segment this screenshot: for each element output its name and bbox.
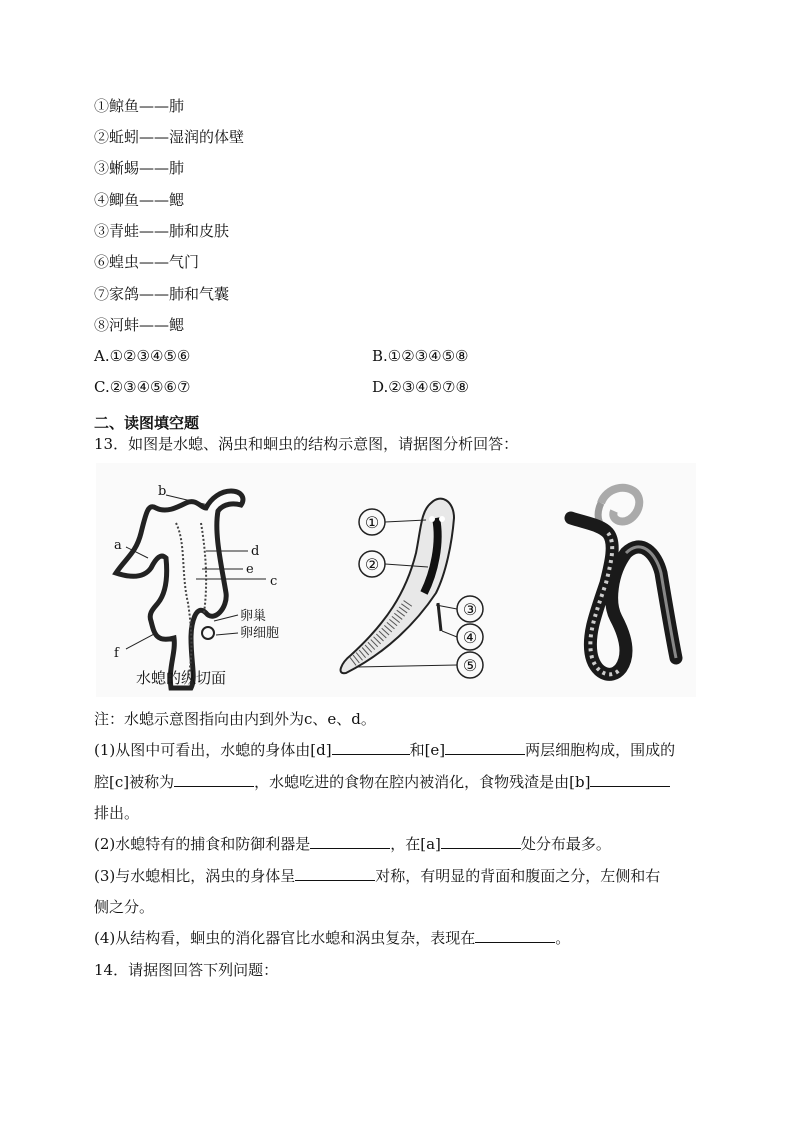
answer-blank-weapon[interactable] [310, 834, 390, 849]
answer-blank-symmetry[interactable] [295, 866, 375, 881]
q13-part3-text-c: 侧之分。 [94, 898, 155, 916]
planaria-label-1: ① [364, 513, 380, 532]
choice-b[interactable]: B.①②③④⑤⑧ [372, 347, 469, 365]
structure-figure [96, 463, 696, 697]
option-item-6: ⑥蝗虫——气门 [94, 253, 200, 271]
option-item-7: ⑦家鸽——肺和气囊 [94, 285, 230, 303]
option-item-3: ③蜥蜴——肺 [94, 159, 185, 177]
planaria-illustration [341, 499, 483, 678]
hydra-label-ovary: 卵巢 [240, 609, 267, 624]
answer-blank-b[interactable] [590, 772, 670, 787]
hydra-illustration [114, 484, 279, 688]
hydra-label-d: d [251, 544, 260, 559]
choice-a[interactable]: A.①②③④⑤⑥ [94, 347, 191, 365]
answer-blank-digestive[interactable] [475, 928, 555, 943]
hydra-label-b: b [158, 484, 167, 499]
option-item-4: ④鲫鱼——鳃 [94, 191, 185, 209]
hydra-label-egg: 卵细胞 [240, 626, 280, 641]
q13-part2 [94, 834, 611, 854]
q14-stem: 14．请据图回答下列问题： [94, 961, 279, 979]
hydra-label-a: a [114, 538, 122, 553]
answer-blank-e[interactable] [445, 740, 525, 755]
hydra-caption: 水螅的纵切面 [136, 669, 227, 687]
q13-stem: 13．如图是水螅、涡虫和蛔虫的结构示意图，请据图分析回答： [94, 435, 519, 453]
q13-part1-line2 [94, 772, 670, 792]
q13-part2-text-b: ，在[a] [390, 835, 441, 853]
answer-blank-a[interactable] [441, 834, 521, 849]
q13-part1-text-f: 排出。 [94, 804, 140, 822]
option-item-5: ③青蛙——肺和皮肤 [94, 222, 230, 240]
q13-part1-text-a: (1)从图中可看出，水螅的身体由[d] [94, 741, 332, 759]
q13-part4-text-b: 。 [555, 929, 571, 947]
q13-part1-line1 [94, 740, 675, 760]
q13-part1-text-d: 腔[c]被称为 [94, 773, 175, 791]
figure-svg [96, 463, 696, 697]
q13-part4-text-a: (4)从结构看，蛔虫的消化器官比水螅和涡虫复杂，表现在 [94, 929, 476, 947]
planaria-label-4: ④ [462, 628, 478, 647]
choice-d[interactable]: D.②③④⑤⑦⑧ [372, 378, 469, 396]
hydra-label-c: c [270, 574, 278, 589]
choice-c[interactable]: C.②③④⑤⑥⑦ [94, 378, 191, 396]
q13-part1-text-b: 和[e] [409, 741, 446, 759]
section-title: 二、读图填空题 [94, 414, 200, 432]
planaria-label-5: ⑤ [462, 656, 478, 675]
answer-blank-d[interactable] [332, 740, 410, 755]
q13-part2-text-a: (2)水螅特有的捕食和防御利器是 [94, 835, 311, 853]
option-item-1: ①鲸鱼——肺 [94, 97, 185, 115]
q13-part3-text-b: 对称，有明显的背面和腹面之分，左侧和右 [375, 867, 661, 885]
q13-note: 注：水螅示意图指向由内到外为c、e、d。 [94, 710, 376, 728]
q13-part1-text-c: 两层细胞构成，围成的 [525, 741, 676, 759]
roundworm-illustration [571, 488, 676, 675]
q13-part3 [94, 866, 660, 886]
q13-part4 [94, 928, 570, 948]
answer-blank-c[interactable] [174, 772, 254, 787]
hydra-label-f: f [114, 646, 119, 661]
planaria-label-2: ② [364, 555, 380, 574]
q13-part2-text-c: 处分布最多。 [520, 835, 611, 853]
q13-part3-text-a: (3)与水螅相比，涡虫的身体呈 [94, 867, 296, 885]
q13-part1-text-e: ，水螅吃进的食物在腔内被消化，食物残渣是由[b] [254, 773, 591, 791]
option-item-2: ②蚯蚓——湿润的体壁 [94, 128, 245, 146]
planaria-label-3: ③ [462, 600, 478, 619]
option-item-8: ⑧河蚌——鳃 [94, 316, 185, 334]
hydra-label-e: e [246, 562, 254, 577]
